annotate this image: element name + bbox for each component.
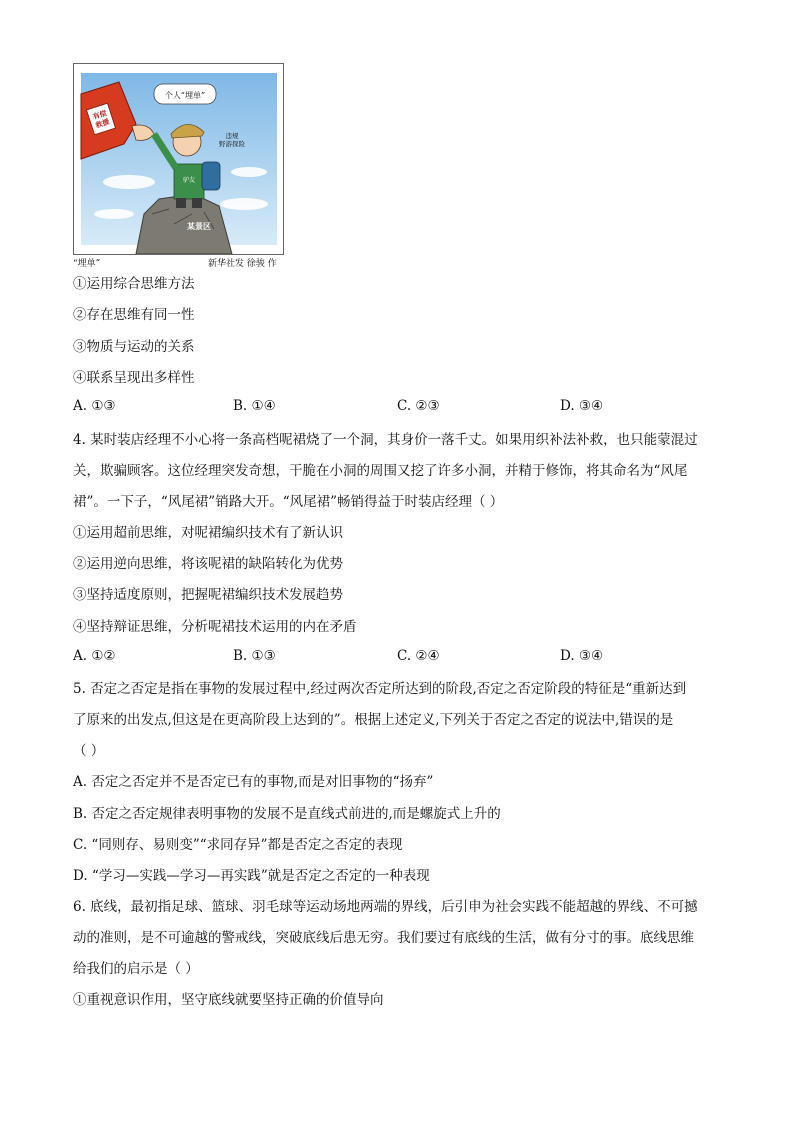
sleeve-text: 有偿 <box>91 109 108 122</box>
q3-choice-c[interactable]: C. ②③ <box>397 398 440 414</box>
backpack-text: 驴友 <box>182 177 196 184</box>
jacket-text-2: 野游探险 <box>219 140 245 148</box>
q3-choice-a[interactable]: A. ①③ <box>73 398 116 414</box>
q4-stem-line-2: 关，欺骗顾客。这位经理突发奇想，干脆在小洞的周围又挖了许多小洞，并精于修饰，将其命名为“风尾 <box>73 463 688 479</box>
q5-option-a[interactable]: A. 否定之否定并不是否定已有的事物,而是对旧事物的“扬弃” <box>73 774 434 790</box>
q6-stem-line-2: 动的准则，是不可逾越的警戒线，突破底线后患无穷。我们要过有底线的生活，做有分寸的事。底线思维 <box>73 930 694 946</box>
q5-stem-line-3: （ ） <box>73 743 105 759</box>
q4-option-2: ②运用逆向思维，将该呢裙的缺陷转化为优势 <box>73 556 343 572</box>
q3-choices <box>73 398 673 418</box>
q4-choice-d[interactable]: D. ③④ <box>560 648 604 664</box>
q6-stem-line-3: 给我们的启示是（ ） <box>73 961 199 977</box>
q4-choice-b[interactable]: B. ①③ <box>233 648 276 664</box>
bubble-text: 个人“埋单” <box>164 91 206 100</box>
jacket-text: 违规 <box>225 132 239 140</box>
q4-option-3: ③坚持适度原则，把握呢裙编织技术发展趋势 <box>73 587 343 603</box>
sleeve-text-2: 救援 <box>94 117 111 130</box>
q5-option-b[interactable]: B. 否定之否定规律表明事物的发展不是直线式前进的,而是螺旋式上升的 <box>73 806 501 822</box>
q3-choice-b[interactable]: B. ①④ <box>233 398 276 414</box>
q4-option-1: ①运用超前思维，对呢裙编织技术有了新认识 <box>73 525 343 541</box>
q3-option-3: ③物质与运动的关系 <box>73 339 195 355</box>
q4-option-4: ④坚持辩证思维，分析呢裙技术运用的内在矛盾 <box>73 619 357 635</box>
q4-choice-c[interactable]: C. ②④ <box>397 648 440 664</box>
cartoon-illustration <box>74 64 283 254</box>
q5-option-c[interactable]: C. “同则存、易则变”“求同存异”都是否定之否定的表现 <box>73 837 403 853</box>
q4-choices <box>73 648 673 668</box>
q6-stem-line-1: 6. 底线，最初指足球、篮球、羽毛球等运动场地两端的界线，后引申为社会实践不能超越的界线、不可撼 <box>73 899 698 915</box>
cliff-text: 某景区 <box>187 222 211 231</box>
cartoon-figure <box>73 63 284 255</box>
q3-option-1: ①运用综合思维方法 <box>73 276 195 292</box>
q5-stem-line-2: 了原来的出发点,但这是在更高阶段上达到的”。根据上述定义,下列关于否定之否定的说法中,错误的是 <box>73 712 674 728</box>
figure-caption-credit: 新华社发 徐骏 作 <box>208 259 277 269</box>
q6-option-1: ①重视意识作用，坚守底线就要坚持正确的价值导向 <box>73 992 384 1008</box>
q3-choice-d[interactable]: D. ③④ <box>560 398 604 414</box>
q3-option-2: ②存在思维有同一性 <box>73 307 195 323</box>
q3-option-4: ④联系呈现出多样性 <box>73 370 195 386</box>
q4-choice-a[interactable]: A. ①② <box>73 648 116 664</box>
q5-option-d[interactable]: D. “学习—实践—学习—再实践”就是否定之否定的一种表现 <box>73 868 430 884</box>
q4-stem-line-1: 4. 某时装店经理不小心将一条高档呢裙烧了一个洞，其身价一落千丈。如果用织补法补救，也只能蒙混过 <box>73 432 698 448</box>
q4-stem-line-3: 裙”。一下子，“风尾裙”销路大开。“风尾裙”畅销得益于时装店经理（ ） <box>73 494 504 510</box>
figure-caption-title: “埋单” <box>73 259 101 269</box>
q5-stem-line-1: 5. 否定之否定是指在事物的发展过程中,经过两次否定所达到的阶段,否定之否定阶段的特征是“重新达到 <box>73 681 687 697</box>
